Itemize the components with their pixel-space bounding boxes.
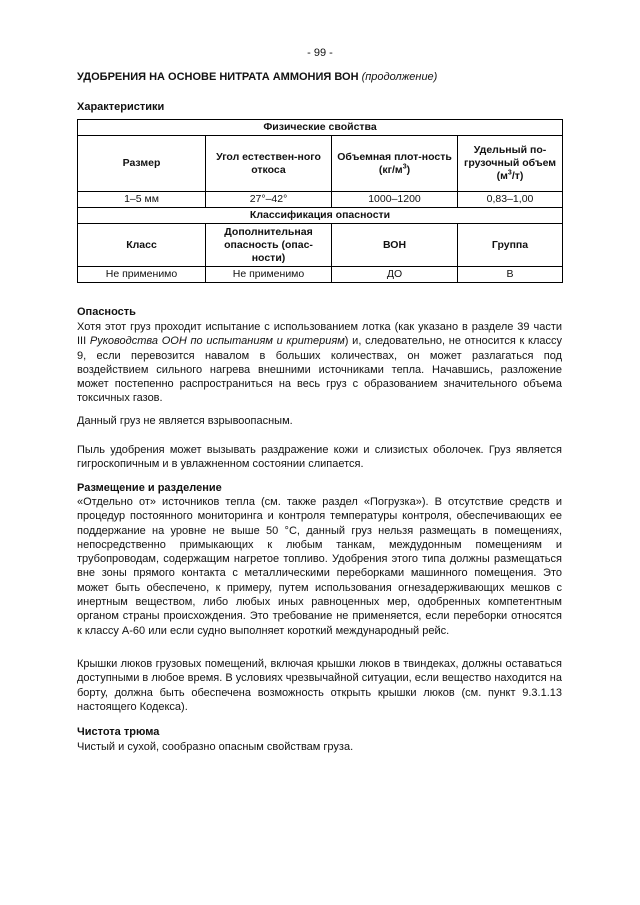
value-class: Не применимо <box>78 267 206 283</box>
column-class: Класс <box>78 224 206 267</box>
characteristics-heading: Характеристики <box>77 101 165 113</box>
hazard-columns-row <box>78 224 563 267</box>
value-stowage-factor: 0,83–1,00 <box>458 192 563 208</box>
physical-values-row <box>78 192 563 208</box>
column-bulk-density: Объемная плот-ность $(кг/м^3)$ <box>332 136 458 192</box>
value-mhb: ДО <box>332 267 458 283</box>
hazard-paragraph-1: Хотя этот груз проходит испытание с использованием лотка (как указано в разделе 39 части III Руководства ООН по испытаниям и критериям) и, следовательно, не относится к классу 9, если перевозится навалом в больших количествах, он может разлагаться под воздействием сильного нагрева внешними источниками тепла. Начавшись, разложение может постепенно распространиться на весь груз с образованием значительного объема токсичных газов. <box>77 321 563 405</box>
physical-header-row <box>78 120 563 136</box>
hold-cleanliness-heading: Чистота трюма <box>77 726 160 738</box>
hazard-values-row <box>78 267 563 283</box>
characteristics-table <box>77 119 563 283</box>
physical-properties-header: Физические свойства <box>78 120 563 136</box>
title-continued: (продолжение) <box>361 71 438 83</box>
hold-cleanliness-paragraph: Чистый и сухой, сообразно опасным свойствам груза. <box>77 741 354 753</box>
stowage-paragraph-2: Крышки люков грузовых помещений, включая крышки люков в твиндеках, должны оставаться доступными в любое время. В условиях чрезвычайной ситуации, если вещество находится на борту, должна быть обеспечена возможность открыть крышки люков (см. пункт 9.3.1.13 настоящего Кодекса). <box>77 658 562 713</box>
value-size: 1–5 мм <box>78 192 206 208</box>
hazard-classification-header: Классификация опасности <box>78 208 563 224</box>
physical-columns-row <box>78 136 563 192</box>
value-angle-of-repose: 27°–42° <box>206 192 332 208</box>
value-subsidiary-hazard: Не применимо <box>206 267 332 283</box>
page-number: - 99 - <box>307 47 333 59</box>
column-stowage-factor: Удельный по-грузочный объем $(м^3/т)$ <box>458 136 563 192</box>
column-mhb: ВОН <box>332 224 458 267</box>
document-title <box>77 71 437 83</box>
hazard-paragraph-3: Пыль удобрения может вызывать раздражение кожи и слизистых оболочек. Груз является гигроскопичным и в увлажненном состоянии слипается. <box>77 444 562 471</box>
stowage-heading: Размещение и разделение <box>77 482 222 494</box>
column-group: Группа <box>458 224 563 267</box>
column-angle-of-repose: Угол естествен-ного откоса <box>206 136 332 192</box>
hazard-heading: Опасность <box>77 306 136 318</box>
value-bulk-density: 1000–1200 <box>332 192 458 208</box>
hazard-paragraph-2: Данный груз не является взрывоопасным. <box>77 415 293 427</box>
stowage-paragraph-1: «Отдельно от» источников тепла (см. также раздел «Погрузка»). В отсутствие средств и процедур постоянного мониторинга и контроля температуры контроля, обеспечивающих ее поддержание на уровне не выше 50 °C, данный груз нельзя размещать в помещениях, непосредственно примыкающих к любым танкам, междудонным помещениям и трубопроводам, содержащим нагретое топливо. Удобрения этого типа должны размещаться вне зоны прямого контакта с металлическими переборками машинного помещения. Это может быть обеспечено, к примеру, путем использования огнезадерживающих мешков с инертным веществом, либо любых иных равноценных мер, одобренных компетентным органом страны происхождения. Это требование не применяется, если переборки относятся к классу A-60 или если судно выполняет короткий международный рейс. <box>77 496 562 637</box>
un-manual-title: Руководства ООН по испытаниям и критериям <box>89 335 345 348</box>
column-subsidiary-hazard: Дополнительная опасность (опас-ности) <box>206 224 332 267</box>
title-main: УДОБРЕНИЯ НА ОСНОВЕ НИТРАТА АММОНИЯ ВОН <box>77 71 359 83</box>
hazard-header-row <box>78 208 563 224</box>
value-group: B <box>458 267 563 283</box>
column-size: Размер <box>78 136 206 192</box>
